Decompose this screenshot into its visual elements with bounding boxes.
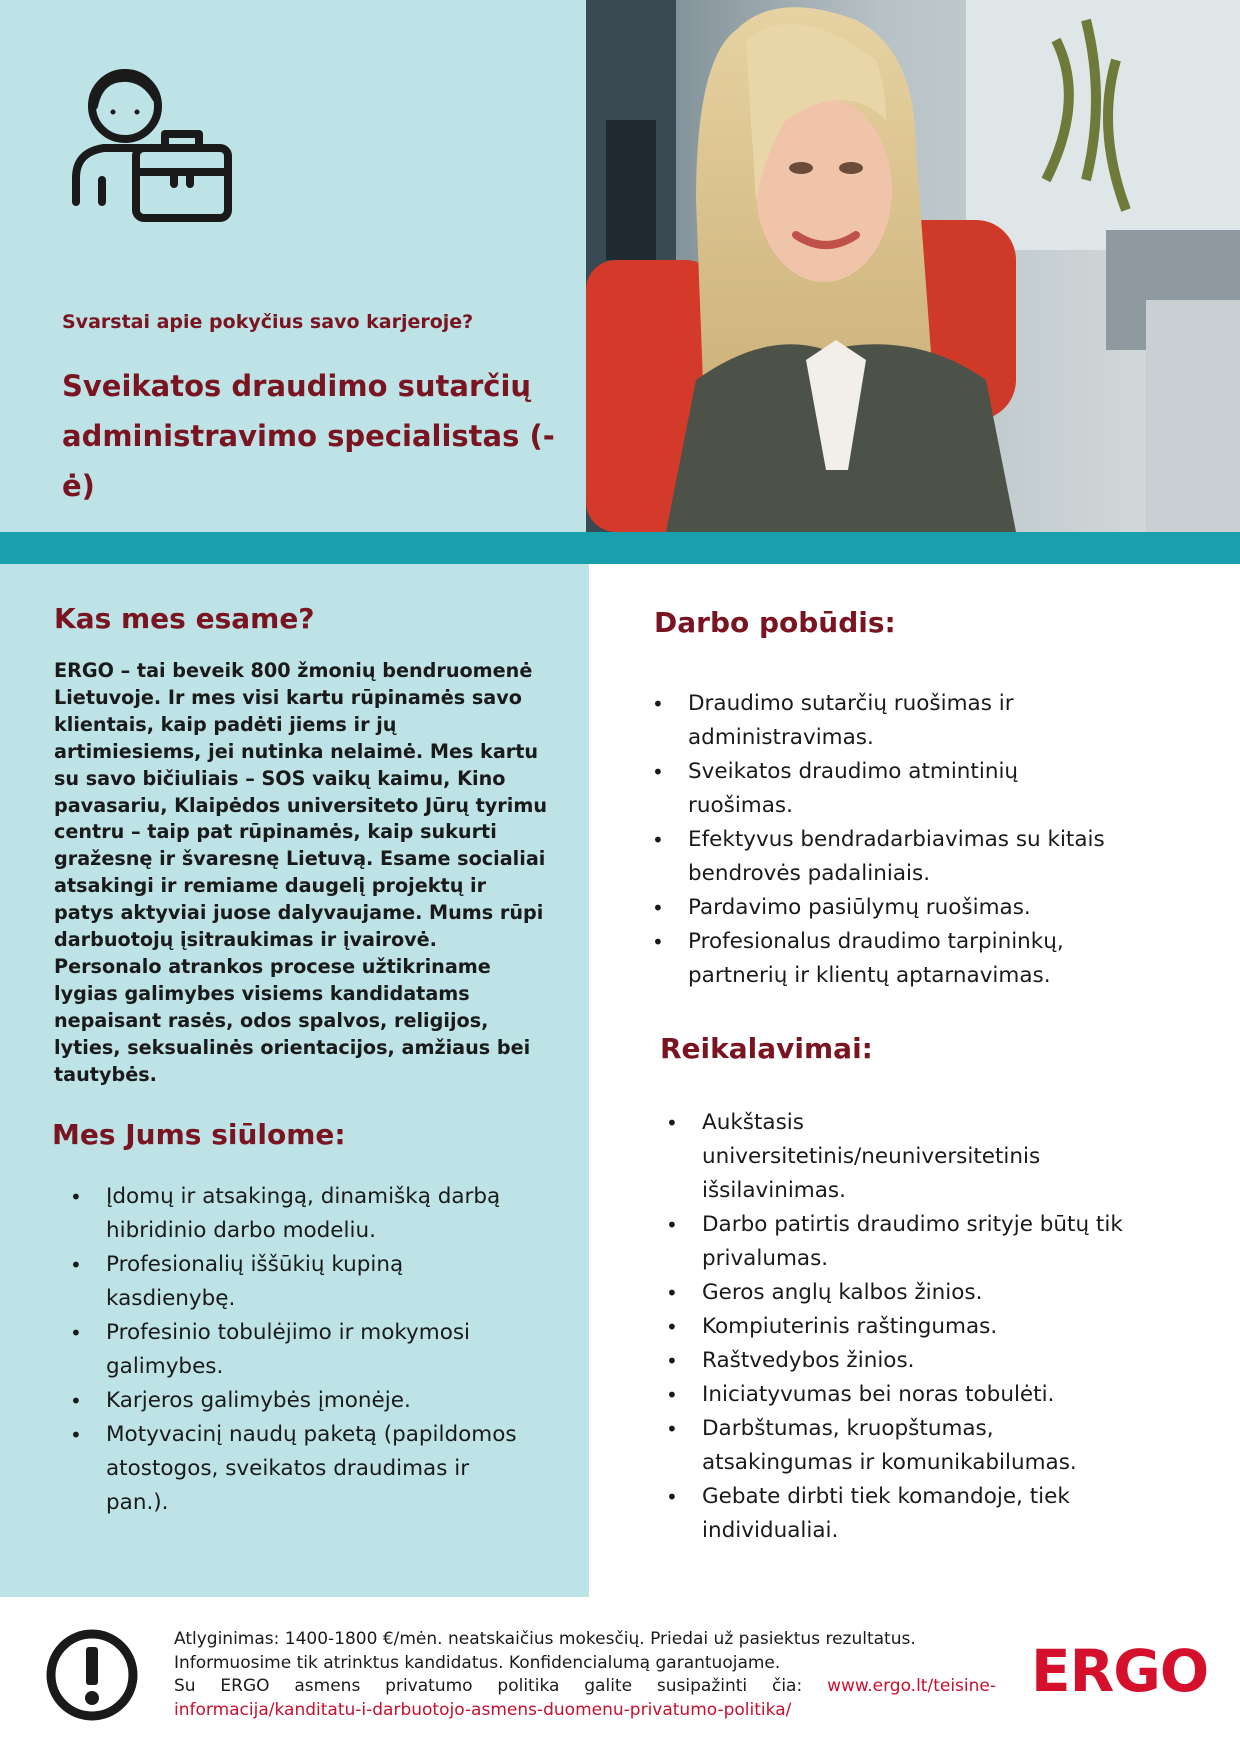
privacy-policy-link[interactable]: www.ergo.lt/teisine-informacija/kanditatu-i-darbuotojo-asmens-duomenu-privatumo-politika/ [174, 1676, 996, 1720]
list-item: • Gebate dirbti tiek komandoje, tiek individualiai. [702, 1480, 1147, 1548]
salary-text: Atlyginimas: 1400-1800 €/mėn. neatskaičius mokesčių. Priedai už pasiektus rezultatus. [174, 1629, 916, 1649]
list-item: • Darbštumas, kruopštumas, atsakingumas ir komunikabilumas. [702, 1412, 1147, 1480]
list-item: • Darbo patirtis draudimo srityje būtų tik privalumas. [702, 1208, 1147, 1276]
list-item: • Sveikatos draudimo atmintinių ruošimas. [688, 755, 1108, 823]
list-item: • Profesinio tobulėjimo ir mokymosi galimybes. [106, 1316, 526, 1384]
requirements-list [702, 1106, 1147, 1548]
about-heading: Kas mes esame? [54, 602, 315, 635]
divider-band [0, 532, 1240, 564]
person-briefcase-icon [70, 68, 240, 228]
list-item: • Pardavimo pasiūlymų ruošimas. [688, 891, 1108, 925]
job-title-line-2: administravimo specialistas (-ė) [62, 419, 555, 503]
about-text: ERGO – tai beveik 800 žmonių bendruomenė Lietuvoje. Ir mes visi kartu rūpinamės savo klientais, kaip padėti jiems ir jų artimiesiems, jei nutinka nelaimė. Mes kartu su savo bičiuliais – SOS vaikų kaimu, Kino pavasariu, Klaipėdos universiteto Jūrų tyrimu centru – taip pat rūpinamės, kaip sukurti gražesnę ir švaresnę Lietuvą. Esame socialiai atsakingi ir remiame daugelį projektų ir patys aktyviai juose dalyvaujame. Mums rūpi darbuotojų įsitraukimas ir įvairovė. Personalo atrankos procese užtikriname lygias galimybes visiems kandidatams nepaisant rasės, odos spalvos, religijos, lyties, seksualinės orientacijos, amžiaus bei tautybės. [54, 659, 547, 1086]
hero-photo [586, 0, 1240, 532]
list-item: • Įdomų ir atsakingą, dinamišką darbą hibridinio darbo modeliu. [106, 1180, 526, 1248]
list-item: • Motyvacinį naudų paketą (papildomos atostogos, sveikatos draudimas ir pan.). [106, 1418, 526, 1520]
list-item: • Profesionalių iššūkių kupiną kasdienybę. [106, 1248, 526, 1316]
privacy-label: Su ERGO asmens privatumo politika galite susipažinti čia: [174, 1676, 803, 1696]
list-item: • Aukštasis universitetinis/neuniversitetinis išsilavinimas. [702, 1106, 1147, 1208]
list-item: • Raštvedybos žinios. [702, 1344, 1147, 1378]
offer-list [106, 1180, 526, 1520]
hero-panel [0, 0, 586, 532]
requirements-heading: Reikalavimai: [660, 1032, 873, 1065]
list-item: • Geros anglų kalbos žinios. [702, 1276, 1147, 1310]
privacy-text [174, 1675, 996, 1722]
employee-photo [586, 0, 1240, 532]
job-title [62, 361, 582, 511]
list-item: • Iniciatyvumas bei noras tobulėti. [702, 1378, 1147, 1412]
exclamation-circle-icon [44, 1627, 140, 1723]
duties-heading: Darbo pobūdis: [654, 606, 896, 639]
hero-subtitle: Svarstai apie pokyčius savo karjeroje? [62, 311, 474, 333]
list-item: • Kompiuterinis raštingumas. [702, 1310, 1147, 1344]
notice-text: Informuosime tik atrinktus kandidatus. Konfidencialumą garantuojame. [174, 1652, 781, 1673]
job-title-line-1: Sveikatos draudimo sutarčių [62, 369, 532, 403]
ergo-logo: ERGO [1031, 1637, 1209, 1705]
duties-list [688, 687, 1108, 993]
offer-heading: Mes Jums siūlome: [52, 1118, 346, 1151]
list-item: • Profesionalus draudimo tarpininkų, partnerių ir klientų aptarnavimas. [688, 925, 1108, 993]
footer-text [174, 1628, 996, 1722]
list-item: • Draudimo sutarčių ruošimas ir administravimas. [688, 687, 1108, 755]
list-item: • Karjeros galimybės įmonėje. [106, 1384, 526, 1418]
list-item: • Efektyvus bendradarbiavimas su kitais bendrovės padaliniais. [688, 823, 1108, 891]
